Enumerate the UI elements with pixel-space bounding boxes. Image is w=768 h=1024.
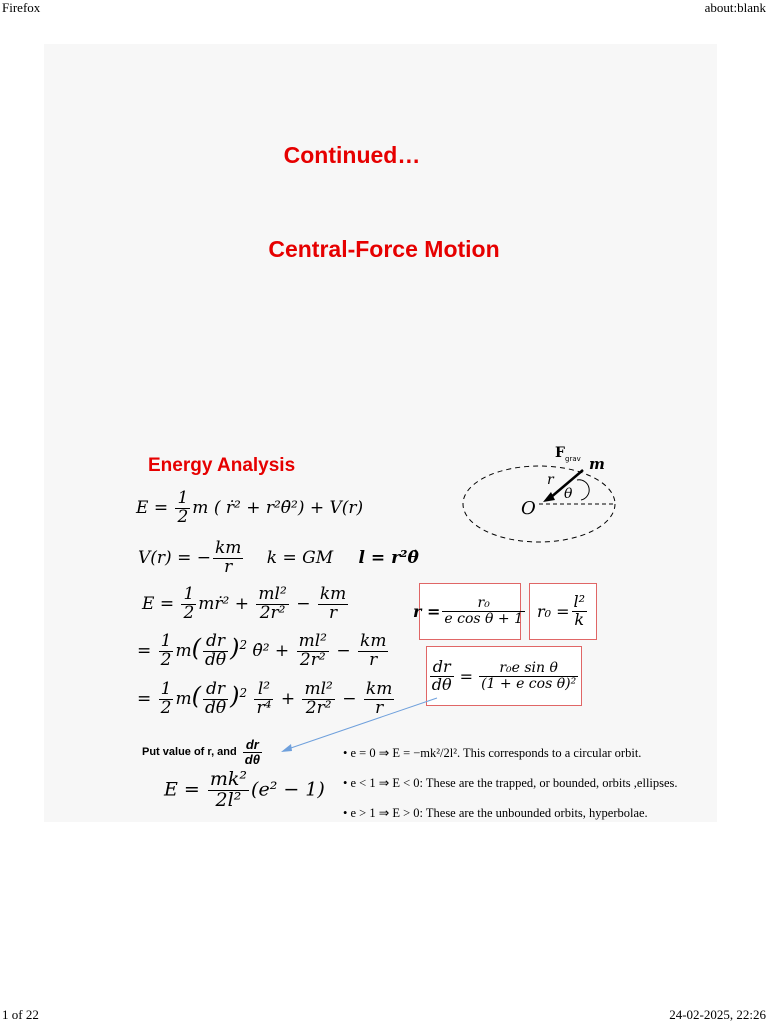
equation-energy-definition [136, 490, 363, 527]
equation-final-energy: E = $\frac{\text{mk²}}{\text{2l²}}$ (e² − 1) [164, 768, 325, 811]
eq2-k-definition: k = GM [266, 547, 334, 568]
eq1-rest: m ( ṙ² + r²θ̇²) + V(r) [192, 497, 364, 518]
orbit-diagram [455, 440, 655, 550]
eccentricity-bullets [343, 738, 678, 828]
eq1-fraction: $\frac{1}{2}$ [177, 488, 189, 527]
dr-dtheta-box: $\frac{dr}{d\theta}$ = $\frac{\text{r₀e sin θ}}{\text{(1 + e cos θ)²}}$ [426, 646, 582, 706]
browser-app-name: Firefox [2, 0, 41, 15]
put-value-instruction: Put value of r, and $\frac{dr}{d\theta}$ [142, 737, 260, 767]
origin-label: O [521, 498, 536, 519]
eq2-l-definition: l = r²θ̇ [358, 547, 419, 568]
mass-label: m [589, 455, 605, 473]
bullet-hyperbola: • e > 1 ⇒ E > 0: These are the unbounded orbits, hyperbolae. [343, 806, 648, 820]
equation-energy-dr-dtheta: = $\frac{1}{2}$ m( $\frac{dr}{d\theta}$ )$^2$ θ̇² + $\frac{\text{ml²}}{\text{2r²}}$ − $\frac{km}{r}$ [137, 631, 387, 670]
browser-url: about:blank [704, 0, 766, 15]
page-counter: 1 of 22 [2, 1007, 39, 1022]
orbit-equation-box: r = $\frac{\text{r₀}}{\text{e cos θ + 1}}$ [419, 583, 521, 640]
slide-title-central-force: Central-Force Motion [268, 236, 500, 262]
bullet-ellipse: • e < 1 ⇒ E < 0: These are the trapped, or bounded, orbits ,ellipses. [343, 776, 678, 790]
radius-label: r [547, 472, 554, 488]
print-datetime: 24-02-2025, 22:26 [669, 1007, 766, 1022]
equation-potential: V(r) = − $\frac{km}{r}$ k = GM l = r²θ̇ [138, 538, 419, 577]
equation-energy-l-form: = $\frac{1}{2}$ m( $\frac{dr}{d\theta}$ )$^2$ $\frac{\text{l²}}{\text{r⁴}}$ + $\frac{\text{ml²}}{\text{2r²}}$ − $\frac{km}{r}$ [137, 679, 393, 718]
equation-energy-expanded: E = $\frac{1}{2}$ mṙ² + $\frac{\text{ml²}}{\text{2r²}}$ − $\frac{km}{r}$ [142, 584, 347, 623]
slide-title-continued: Continued… [283, 142, 421, 168]
force-label: F [555, 445, 565, 461]
force-subscript: grav [565, 455, 581, 463]
section-heading-energy-analysis: Energy Analysis [148, 455, 296, 476]
r0-definition-box: r₀ = $\frac{\text{l²}}{k}$ [529, 583, 597, 640]
eq1-lhs: E = [136, 497, 174, 518]
bullet-circular: • e = 0 ⇒ E = −mk²/2l². This corresponds to a circular orbit. [343, 746, 642, 760]
angle-label: θ [564, 486, 573, 502]
